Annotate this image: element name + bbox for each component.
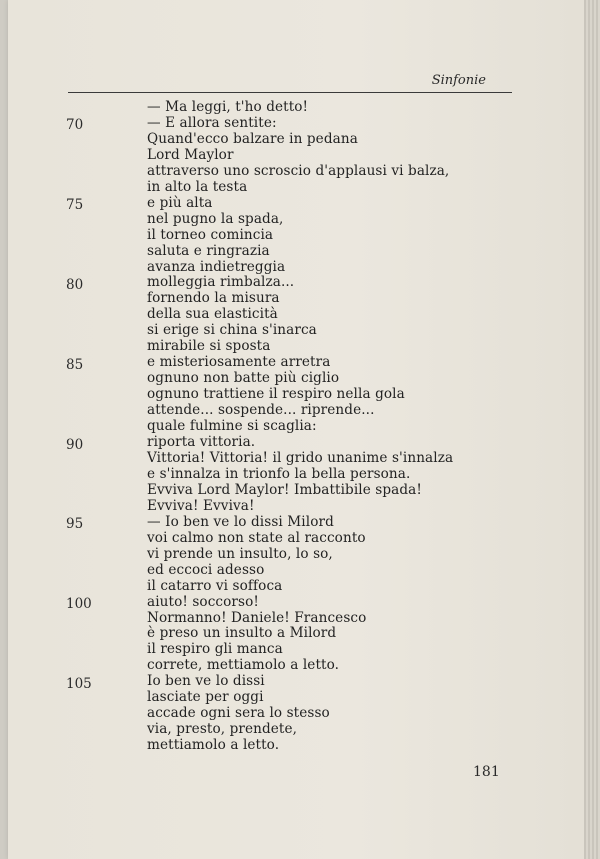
header-rule [68,92,512,93]
verse-line: attende... sospende... riprende... [147,402,375,419]
verse-line: si erige si china s'inarca [147,322,317,339]
verse-line: nel pugno la spada, [147,210,284,227]
verse-line: molleggia rimbalza... [147,274,295,291]
line-number: 105 [66,676,92,692]
page-number: 181 [473,764,500,780]
line-number: 85 [66,357,84,373]
verse-line: Evviva Lord Maylor! Imbattibile spada! [147,481,422,498]
verse-line: il respiro gli manca [147,641,283,658]
verse-line: Quand'ecco balzare in pedana [147,130,358,147]
verse-line: saluta e ringrazia [147,242,270,259]
verse-line: — Ma leggi, t'ho detto! [147,99,309,115]
verse-line: voi calmo non state al racconto [147,529,366,546]
line-number: 70 [66,117,84,133]
verse-line: fornendo la misura [147,290,280,307]
verse-line: Lord Maylor [147,146,234,163]
verse-line: Evviva! Evviva! [147,497,255,514]
verse-line: avanza indietreggia [147,258,286,275]
verse-line: il torneo comincia [147,226,274,243]
page-stack-edge [584,0,600,859]
verse-line: — E allora sentite: [147,114,277,131]
verse-line: mirabile si sposta [147,338,271,355]
verse-line: ed eccoci adesso [147,561,265,578]
book-page [8,0,584,859]
verse-line: accade ogni sera lo stesso [147,705,330,722]
line-number: 100 [66,596,92,612]
verse-line: lasciate per oggi [147,689,264,706]
poem-text [147,100,453,754]
verse-line: della sua elasticità [147,306,278,323]
verse-line: ognuno trattiene il respiro nella gola [147,386,405,403]
line-number: 90 [66,437,84,453]
verse-line: e misteriosamente arretra [147,354,331,371]
verse-line: attraverso uno scroscio d'applausi vi balza, [147,162,450,179]
verse-line: è preso un insulto a Milord [147,625,337,642]
verse-line: vi prende un insulto, lo so, [147,545,333,562]
verse-line: aiuto! soccorso! [147,593,259,610]
line-number: 95 [66,516,84,532]
verse-line: correte, mettiamolo a letto. [147,657,340,674]
verse-line: Normanno! Daniele! Francesco [147,609,367,626]
verse-line: ognuno non batte più ciglio [147,370,340,387]
verse-line: in alto la testa [147,178,248,195]
verse-line: Vittoria! Vittoria! il grido unanime s'innalza [147,449,454,466]
verse-line: quale fulmine si scaglia: [147,418,317,435]
verse-line: Io ben ve lo dissi [147,673,265,690]
verse-line: via, presto, prendete, [147,721,298,738]
verse-line: il catarro vi soffoca [147,577,283,594]
line-number: 80 [66,277,84,293]
line-number: 75 [66,197,84,213]
verse-line: riporta vittoria. [147,434,256,451]
verse-line: mettiamolo a letto. [147,737,280,754]
verse-line: e più alta [147,194,213,211]
verse-line: — Io ben ve lo dissi Milord [147,513,334,530]
verse-line: e s'innalza in trionfo la bella persona. [147,465,411,482]
running-header: Sinfonie [431,73,486,88]
